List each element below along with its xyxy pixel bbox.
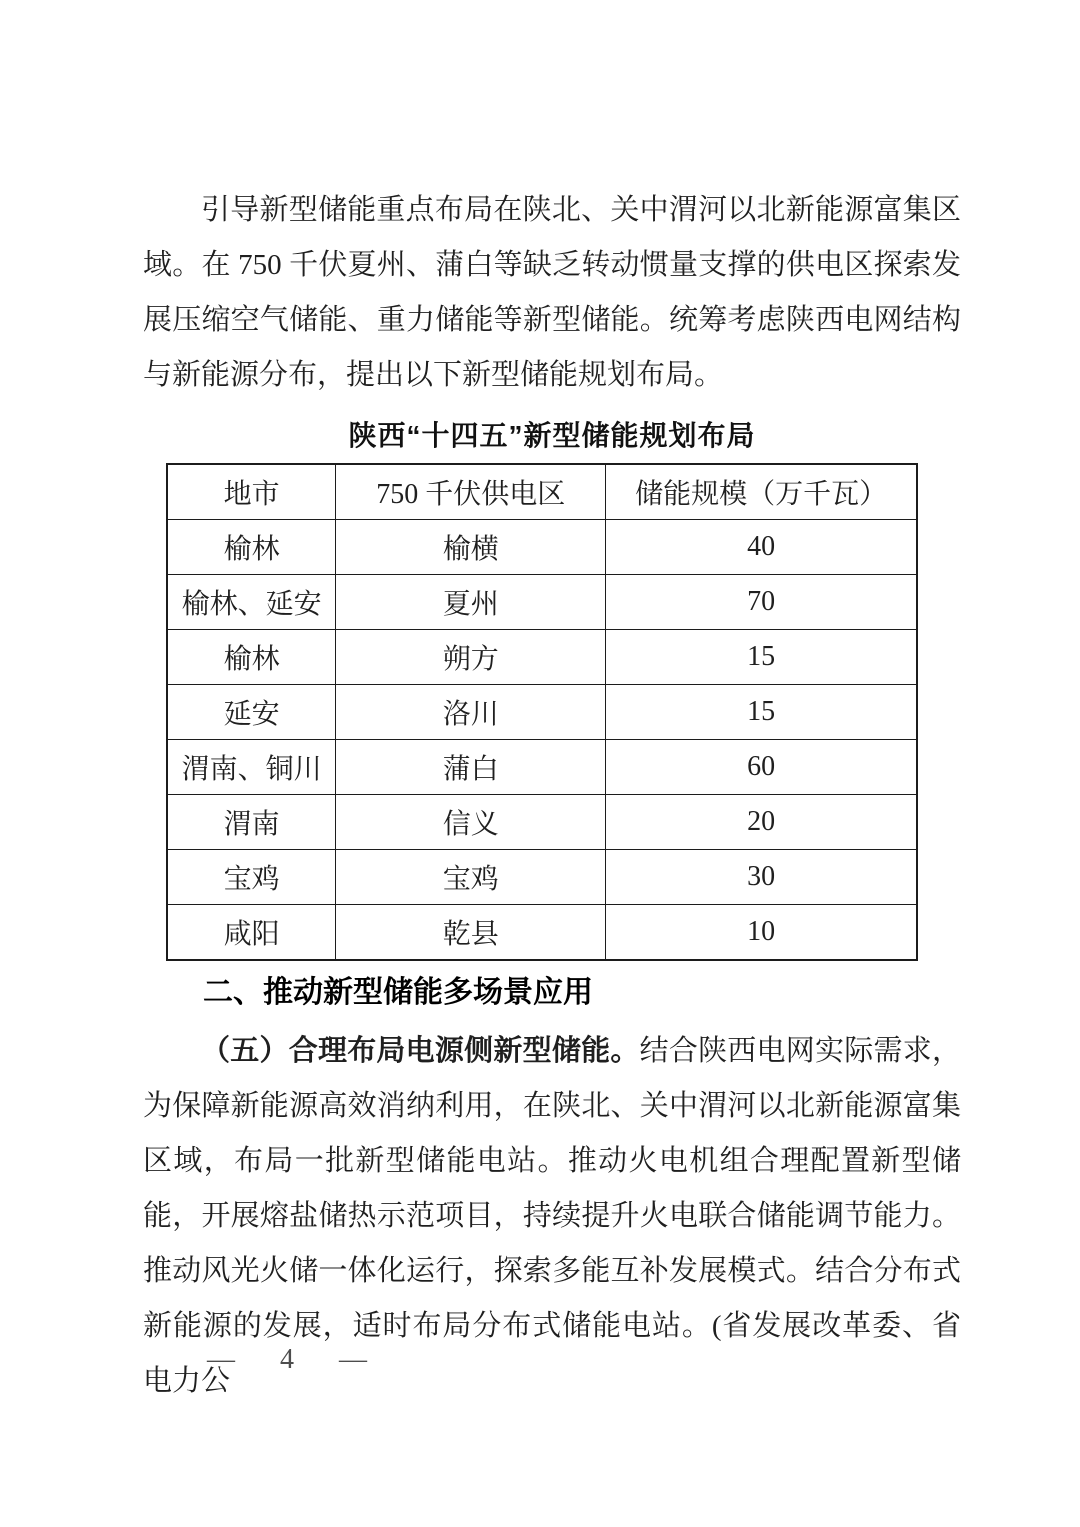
cell-scale: 60: [606, 740, 917, 795]
table-row: [167, 520, 917, 575]
cell-scale: 20: [606, 795, 917, 850]
cell-zone: 信义: [336, 795, 606, 850]
cell-scale: 70: [606, 575, 917, 630]
document-page: [143, 0, 961, 1409]
section-heading: 二、推动新型储能多场景应用: [203, 976, 593, 1009]
table-row: [167, 740, 917, 795]
table-row: [167, 795, 917, 850]
column-header-city: 地市: [167, 464, 336, 520]
table-row: [167, 685, 917, 740]
cell-zone: 宝鸡: [336, 850, 606, 905]
cell-city: 榆林: [167, 630, 336, 685]
cell-city: 榆林: [167, 520, 336, 575]
cell-scale: 15: [606, 630, 917, 685]
table-header-row: [167, 464, 917, 520]
cell-zone: 夏州: [336, 575, 606, 630]
cell-scale: 15: [606, 685, 917, 740]
cell-zone: 蒲白: [336, 740, 606, 795]
table-row: [167, 630, 917, 685]
cell-zone: 洛川: [336, 685, 606, 740]
cell-scale: 30: [606, 850, 917, 905]
cell-scale: 40: [606, 520, 917, 575]
cell-zone: 榆横: [336, 520, 606, 575]
cell-city: 咸阳: [167, 905, 336, 961]
cell-city: 延安: [167, 685, 336, 740]
cell-zone: 朔方: [336, 630, 606, 685]
column-header-scale: 储能规模（万千瓦）: [606, 464, 917, 520]
cell-zone: 乾县: [336, 905, 606, 961]
table-row: [167, 575, 917, 630]
cell-city: 渭南、铜川: [167, 740, 336, 795]
clause-lead: （五）合理布局电源侧新型储能。: [201, 1035, 640, 1067]
clause-attribution: (省发展改革委、省电力公: [143, 1310, 961, 1397]
cell-city: 宝鸡: [167, 850, 336, 905]
table-row: [167, 905, 917, 961]
storage-plan-table: [166, 463, 918, 961]
cell-scale: 10: [606, 905, 917, 961]
column-header-zone: 750 千伏供电区: [336, 464, 606, 520]
table-row: [167, 850, 917, 905]
cell-city: 渭南: [167, 795, 336, 850]
clause-body: 结合陕西电网实际需求，为保障新能源高效消纳利用，在陕北、关中渭河以北新能源富集区域，布局一批新型储能电站。推动火电机组合理配置新型储能，开展熔盐储热示范项目，持续提升火电联合储能调节能力。推动风光火储一体化运行，探索多能互补发展模式。结合分布式新能源的发展，适时布局分布式储能电站。: [143, 1035, 961, 1342]
paragraph-intro: 引导新型储能重点布局在陕北、关中渭河以北新能源富集区域。在 750 千伏夏州、蒲白等缺乏转动惯量支撑的供电区探索发展压缩空气储能、重力储能等新型储能。统筹考虑陕西电网结构与新能源分布，提出以下新型储能规划布局。: [143, 194, 961, 391]
table-title: 陕西“十四五”新型储能规划布局: [348, 420, 756, 451]
cell-city: 榆林、延安: [167, 575, 336, 630]
page-number: — 4 —: [207, 1344, 381, 1375]
